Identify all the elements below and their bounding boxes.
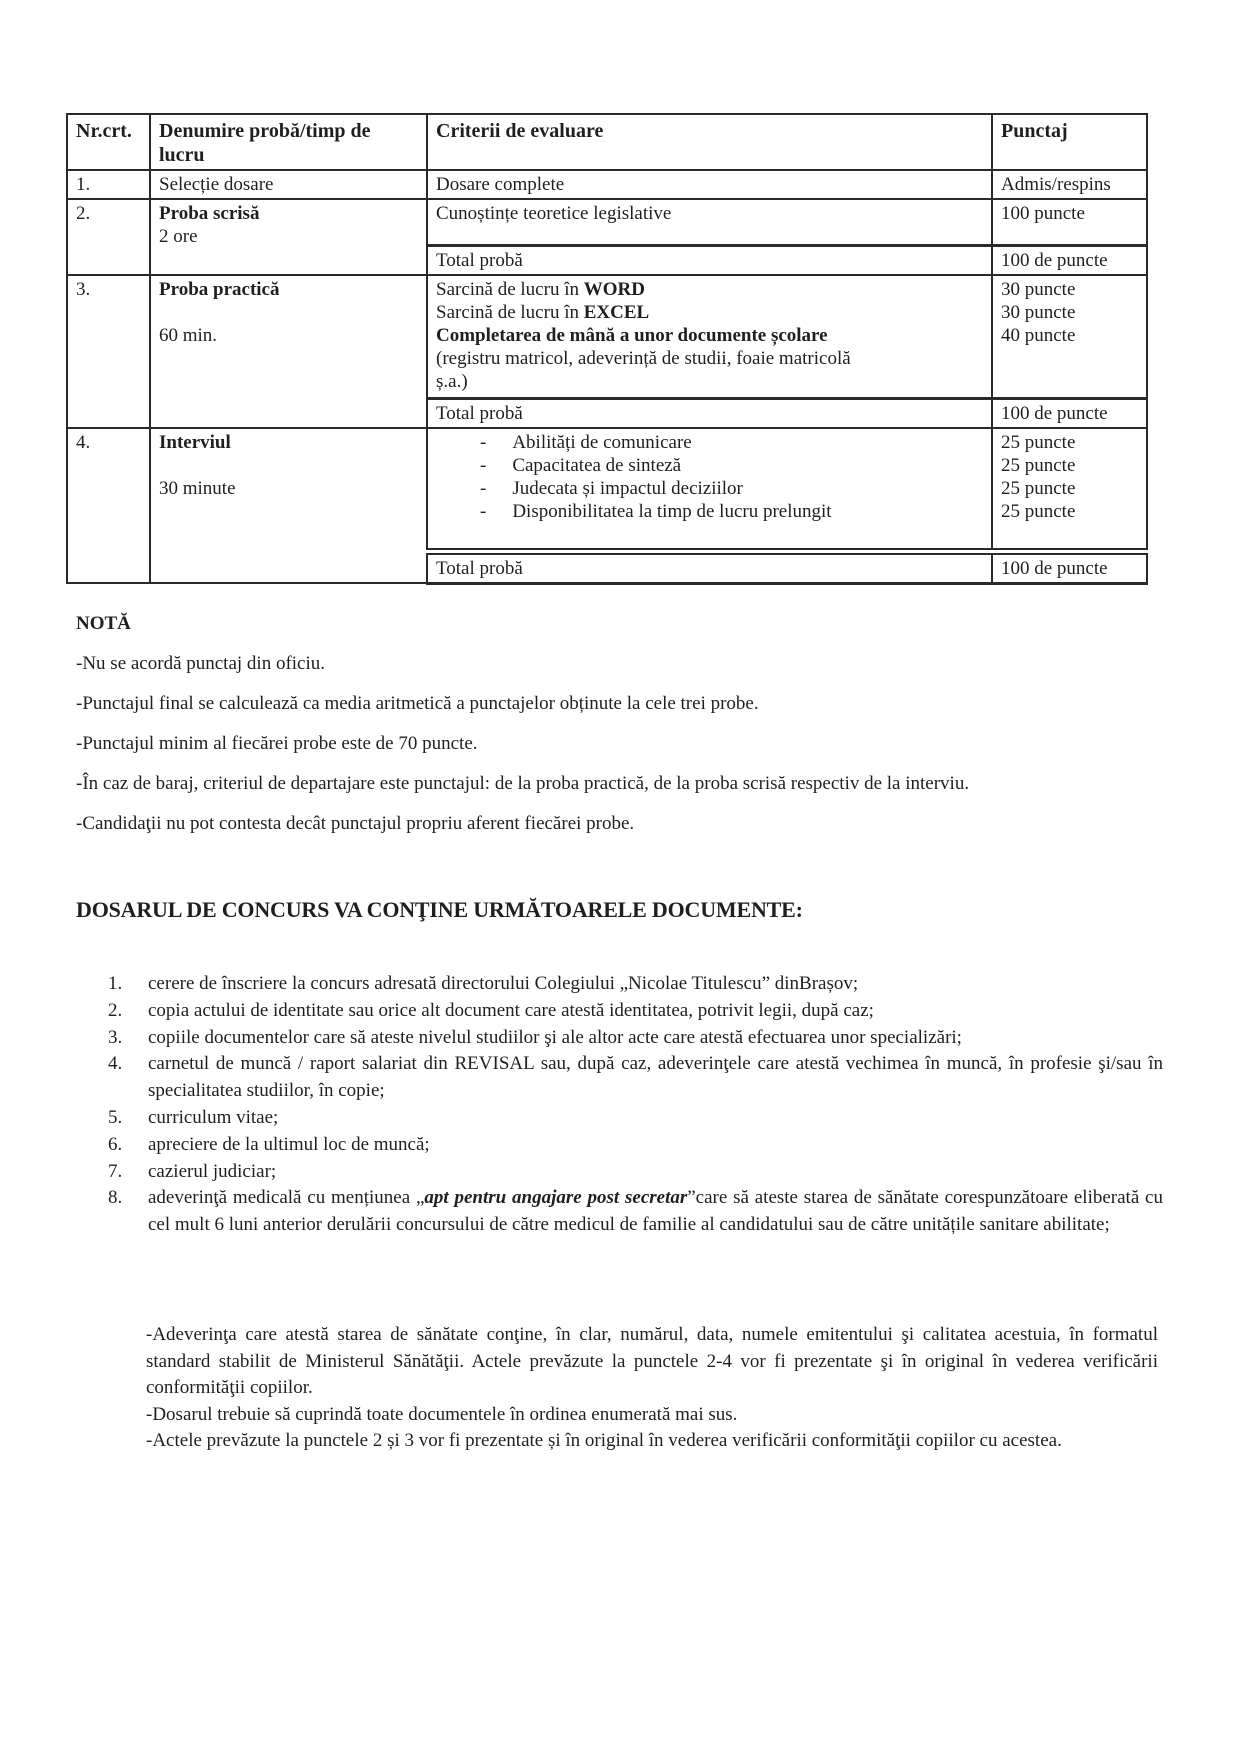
row2-name: Proba scrisă bbox=[159, 203, 260, 224]
item-text: curriculum vitae; bbox=[148, 1106, 279, 1128]
item-text: cazierul judiciar; bbox=[148, 1160, 277, 1182]
list-item bbox=[108, 998, 1163, 1025]
list-item bbox=[108, 1025, 1163, 1052]
nota-title: NOTĂ bbox=[76, 613, 131, 634]
item-text: copia actului de identitate sau orice alt document care atestă identitatea, potrivit legii, după caz; bbox=[148, 999, 874, 1021]
row2-total-score: 100 de puncte bbox=[992, 245, 1147, 275]
row3-criteria-registru: (registru matricol, adeverință de studii, foaie matricolă bbox=[436, 347, 851, 369]
row2-score: 100 puncte bbox=[992, 199, 1147, 245]
row4-time: 30 minute bbox=[159, 478, 236, 499]
item-text: copiile documentelor care să ateste nivelul studiilor şi ale altor acte care atestă efectuarea unor specializări; bbox=[148, 1026, 962, 1048]
header-denumire: Denumire probă/timp de lucru bbox=[150, 114, 427, 170]
row2-time: 2 ore bbox=[159, 226, 198, 247]
item-text bbox=[148, 1185, 1163, 1239]
evaluation-table bbox=[66, 113, 1148, 585]
row3-time: 60 min. bbox=[159, 324, 218, 346]
dash-icon: - bbox=[480, 501, 487, 522]
item8-pre: adeverinţă medicală cu mențiunea „ bbox=[148, 1187, 425, 1209]
row3-score-1: 30 puncte bbox=[1001, 278, 1076, 300]
bullet-text: Judecata și impactul deciziilor bbox=[512, 478, 743, 499]
row2-name-cell bbox=[150, 199, 427, 275]
row4-name-cell bbox=[150, 428, 427, 583]
row3-criteria-cell bbox=[427, 275, 992, 399]
list-item bbox=[108, 971, 1163, 998]
row4-number: 4. bbox=[67, 428, 150, 583]
item-number: 7. bbox=[108, 1160, 123, 1182]
row4-total-score: 100 de puncte bbox=[992, 551, 1147, 583]
row4-score-cell bbox=[992, 428, 1147, 551]
row3-total-label: Total probă bbox=[427, 399, 992, 429]
row2-total-label: Total probă bbox=[427, 245, 992, 275]
header-nr-crt: Nr.crt. bbox=[67, 114, 150, 170]
bullet-text: Disponibilitatea la timp de lucru prelungit bbox=[512, 501, 832, 522]
item-text: cerere de înscriere la concurs adresată directorului Colegiului „Nicolae Titulescu” dinBrașov; bbox=[148, 973, 859, 994]
row3-criteria-word bbox=[436, 278, 983, 301]
row1-criteria: Dosare complete bbox=[427, 170, 992, 199]
list-item bbox=[108, 1105, 1163, 1132]
row3-criteria-sa: ș.a.) bbox=[436, 370, 468, 392]
item-number: 3. bbox=[108, 1026, 123, 1048]
table-header-row bbox=[67, 114, 1147, 170]
row4-bullet-1 bbox=[436, 431, 983, 454]
closing-paragraph: -Actele prevăzute la punctele 2 și 3 vor fi prezentate și în original în vederea verificării conformităţii copiilor cu acestea. bbox=[146, 1430, 1062, 1452]
list-item bbox=[108, 1185, 1163, 1239]
closing-paragraphs bbox=[146, 1322, 1158, 1455]
row4-score-2: 25 puncte bbox=[1001, 455, 1076, 476]
row4-total-label: Total probă bbox=[427, 551, 992, 583]
item-number: 5. bbox=[108, 1106, 123, 1128]
bullet-text: Capacitatea de sinteză bbox=[512, 455, 682, 476]
row1-number: 1. bbox=[67, 170, 150, 199]
row-interviul bbox=[67, 428, 1147, 551]
closing-paragraph: -Dosarul trebuie să cuprindă toate documentele în ordinea enumerată mai sus. bbox=[146, 1403, 738, 1425]
dash-icon: - bbox=[480, 432, 487, 453]
item-number: 6. bbox=[108, 1133, 123, 1155]
item-text: carnetul de muncă / raport salariat din REVISAL sau, după caz, adeverinţele care atestă vechimea în muncă, în profesie şi/sau în specialitatea studiilor, în copie; bbox=[148, 1053, 1163, 1102]
row1-score: Admis/respins bbox=[992, 170, 1147, 199]
row3-criteria-excel bbox=[436, 301, 983, 324]
criteria-word-bold: WORD bbox=[583, 278, 645, 300]
row3-total-score: 100 de puncte bbox=[992, 399, 1147, 429]
list-item bbox=[108, 1132, 1163, 1159]
row1-name: Selecție dosare bbox=[150, 170, 427, 199]
row4-score-4: 25 puncte bbox=[1001, 501, 1076, 522]
criteria-excel-bold: EXCEL bbox=[583, 301, 650, 323]
row2-number: 2. bbox=[67, 199, 150, 275]
criteria-excel-prefix: Sarcină de lucru în bbox=[436, 301, 584, 323]
item-number: 8. bbox=[108, 1187, 123, 1209]
header-criterii: Criterii de evaluare bbox=[427, 114, 992, 170]
row-proba-scrisa bbox=[67, 199, 1147, 245]
row4-score-1: 25 puncte bbox=[1001, 432, 1076, 453]
item-number: 2. bbox=[108, 999, 123, 1021]
row3-score-2: 30 puncte bbox=[1001, 301, 1076, 323]
nota-item: -Candidaţii nu pot contesta decât punctajul propriu aferent fiecărei probe. bbox=[76, 813, 635, 834]
nota-item: -Nu se acordă punctaj din oficiu. bbox=[76, 653, 326, 674]
row2-criteria: Cunoștințe teoretice legislative bbox=[427, 199, 992, 245]
item-text: apreciere de la ultimul loc de muncă; bbox=[148, 1133, 430, 1155]
row3-score-3: 40 puncte bbox=[1001, 324, 1076, 346]
row3-score-cell bbox=[992, 275, 1147, 399]
row3-name-cell bbox=[150, 275, 427, 429]
item-number: 4. bbox=[108, 1053, 123, 1075]
criteria-word-prefix: Sarcină de lucru în bbox=[436, 278, 584, 300]
row3-criteria-completare: Completarea de mână a unor documente școlare bbox=[436, 324, 828, 346]
header-punctaj: Punctaj bbox=[992, 114, 1147, 170]
spacer bbox=[159, 301, 418, 324]
row3-number: 3. bbox=[67, 275, 150, 429]
bullet-text: Abilități de comunicare bbox=[512, 432, 692, 453]
item8-emphasis: apt pentru angajare post secretar bbox=[424, 1187, 688, 1209]
nota-section bbox=[76, 612, 1166, 852]
nota-item: -În caz de baraj, criteriul de departajare este punctajul: de la proba practică, de la proba scrisă respectiv de la interviu. bbox=[76, 773, 970, 794]
row4-criteria-cell bbox=[427, 428, 992, 551]
list-item bbox=[108, 1159, 1163, 1186]
nota-item: -Punctajul final se calculează ca media aritmetică a punctajelor obținute la cele trei probe. bbox=[76, 693, 759, 714]
row3-name: Proba practică bbox=[159, 278, 280, 300]
row4-bullet-3 bbox=[436, 477, 983, 500]
nota-item: -Punctajul minim al fiecărei probe este de 70 puncte. bbox=[76, 733, 478, 754]
dash-icon: - bbox=[480, 455, 487, 476]
dash-icon: - bbox=[480, 478, 487, 499]
spacer bbox=[159, 454, 418, 477]
list-item bbox=[108, 1051, 1163, 1105]
closing-paragraph: -Adeverinţa care atestă starea de sănătate conţine, în clar, numărul, data, numele emitentului şi calitatea acestuia, în formatul standard stabilit de Ministerul Sănătăţii. Actele prevăzute la punctele 2-4 vor fi prezentate şi în original în vederea verificării conformităţii copiilor. bbox=[146, 1324, 1158, 1399]
row4-score-3: 25 puncte bbox=[1001, 478, 1076, 499]
row4-bullet-2 bbox=[436, 454, 983, 477]
item8-post: ”care să ateste starea de sănătate corespunzătoare eliberată cu cel mult 6 luni anterior derulării concursului de către medicul de familie al candidatului sau de către unitățile sanitare abilitate; bbox=[148, 1187, 1163, 1236]
row-proba-practica bbox=[67, 275, 1147, 399]
row4-name: Interviul bbox=[159, 432, 231, 453]
row-selectie-dosare bbox=[67, 170, 1147, 199]
documents-list bbox=[108, 971, 1163, 1239]
documents-section-heading: DOSARUL DE CONCURS VA CONŢINE URMĂTOARELE DOCUMENTE: bbox=[76, 897, 803, 922]
row4-bullet-4 bbox=[436, 500, 983, 523]
item-number: 1. bbox=[108, 973, 123, 994]
